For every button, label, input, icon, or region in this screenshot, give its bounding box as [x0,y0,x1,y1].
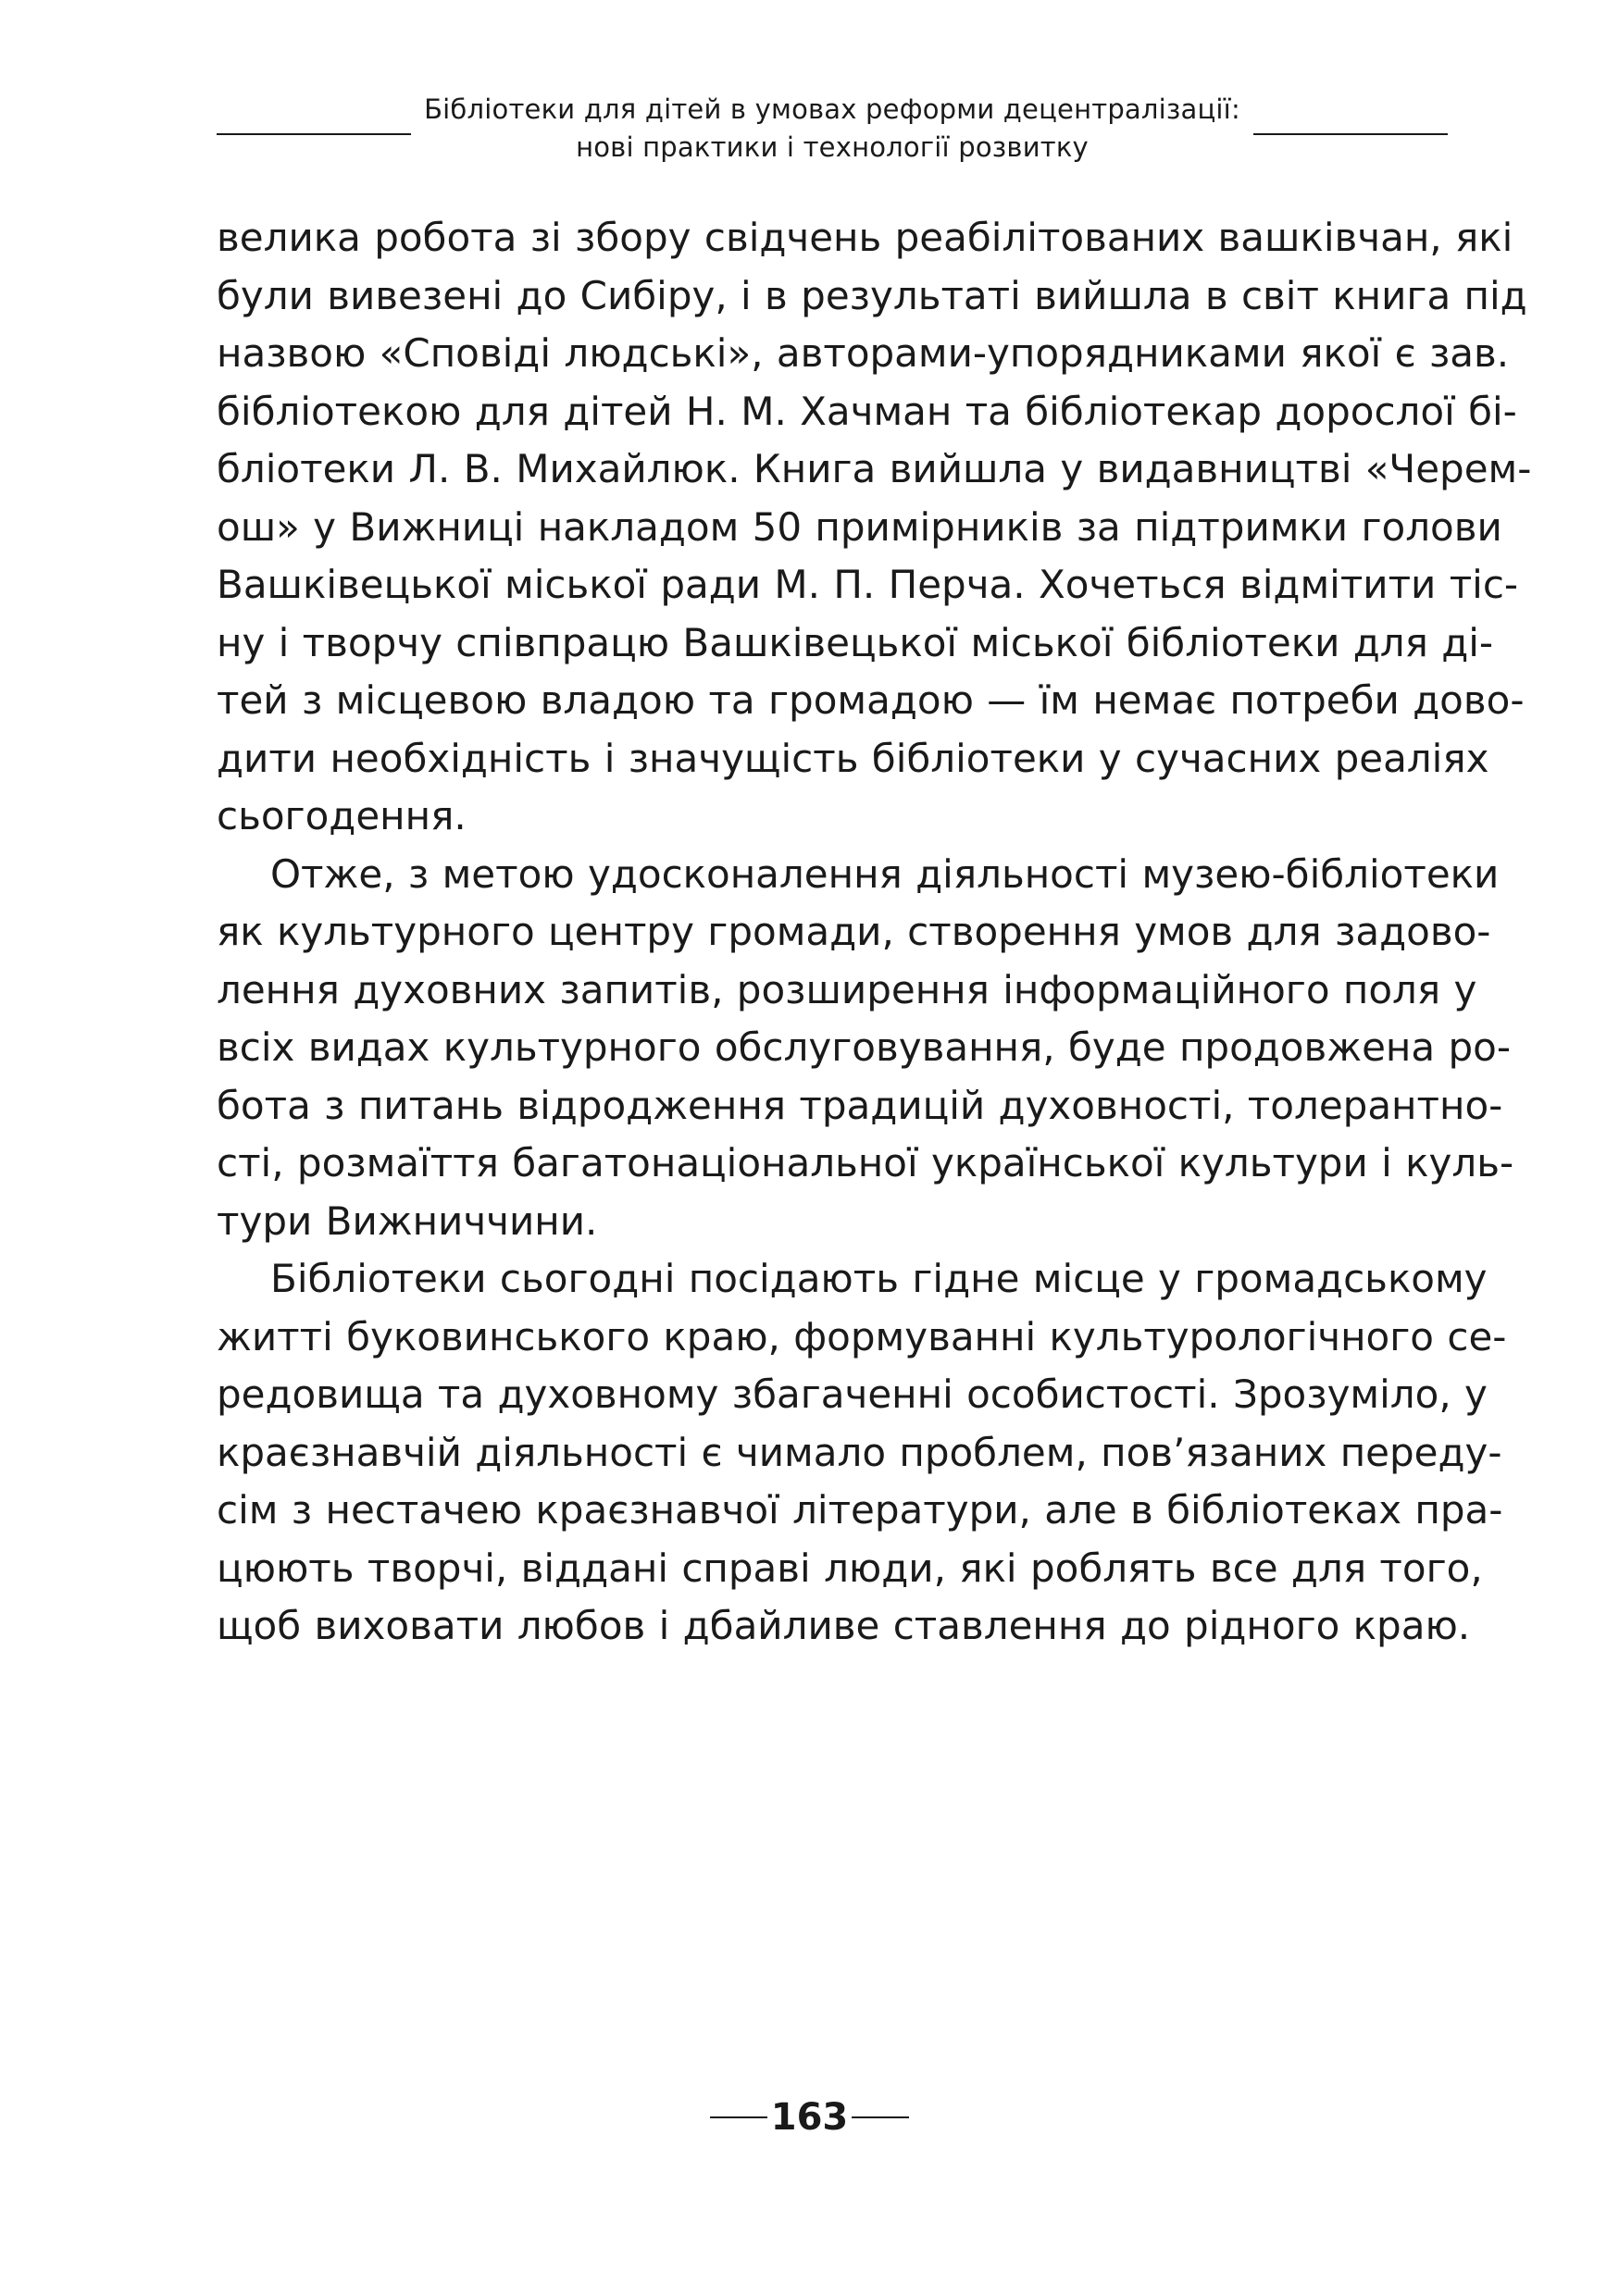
header-rule-right [1253,133,1448,135]
text-line: бота з питань відродження традицій духовності, толерантно- [217,1082,1503,1128]
text-line: бліотеки Л. В. Михайлюк. Книга вийшла у видавництві «Черем- [217,446,1532,491]
header-title [420,91,1244,167]
page-number [0,2093,1619,2140]
text-line: житті буковинського краю, формуванні культурологічного се- [217,1313,1507,1359]
text-line: Бібліотеки сьогодні посідають гідне місце у громадському [270,1256,1488,1301]
running-header [217,91,1448,174]
body-text [217,209,1532,1656]
text-line: сьогодення. [217,793,467,838]
paragraph-3 [217,1250,1507,1656]
text-line: щоб виховати любов і дбайливе ставлення до рідного краю. [217,1603,1471,1648]
header-title-line-2: нові практики і технології розвитку [576,131,1089,163]
text-line: назвою «Сповіді людські», авторами-упорядниками якої є зав. [217,330,1510,376]
text-line: Отже, з метою удосконалення діяльності музею-бібліотеки [270,850,1500,897]
text-line: ош» у Вижниці накладом 50 примірників за підтримки голови [217,503,1502,550]
text-line: ну і творчу співпрацю Вашківецької міської бібліотеки для ді- [217,619,1494,665]
paragraph-2 [217,846,1514,1251]
text-line: дити необхідність і значущість бібліотеки у сучасних реаліях [217,735,1489,781]
text-line: велика робота зі збору свідчень реабілітованих вашківчан, які [217,215,1513,260]
paragraph-1 [217,209,1532,846]
page-number-value: 163 [770,2096,849,2139]
page-number-rule-left [710,2116,767,2118]
header-rule-left [217,133,411,135]
text-line: цюють творчі, віддані справі люди, які роблять все для того, [217,1545,1483,1591]
header-title-line-1: Бібліотеки для дітей в умовах реформи децентралізації: [424,93,1240,125]
text-line: як культурного центру громади, створення умов для задово- [217,909,1491,954]
text-line: всіх видах культурного обслуговування, буде продовжена ро- [217,1024,1511,1070]
text-line: тей з місцевою владою та громадою — їм немає потреби дово- [217,677,1525,723]
text-line: були вивезені до Сибіру, і в результаті вийшла в світ книга під [217,272,1527,318]
text-line: сті, розмаїття багатонаціональної української культури і куль- [217,1140,1514,1185]
text-line: Вашківецької міської ради М. П. Перча. Хочеться відмітити тіс- [217,562,1519,607]
text-line: краєзнавчій діяльності є чимало проблем, пов’язаних переду- [217,1429,1502,1475]
text-line: бібліотекою для дітей Н. М. Хачман та бібліотекар дорослої бі- [217,388,1517,434]
text-line: лення духовних запитів, розширення інформаційного поля у [217,966,1477,1012]
text-line: сім з нестачею краєзнавчої літератури, але в бібліотеках пра- [217,1487,1503,1533]
text-line: редовища та духовному збагаченні особистості. Зрозуміло, у [217,1371,1488,1417]
text-line: тури Вижниччини. [217,1198,598,1244]
page-number-rule-right [852,2116,909,2118]
